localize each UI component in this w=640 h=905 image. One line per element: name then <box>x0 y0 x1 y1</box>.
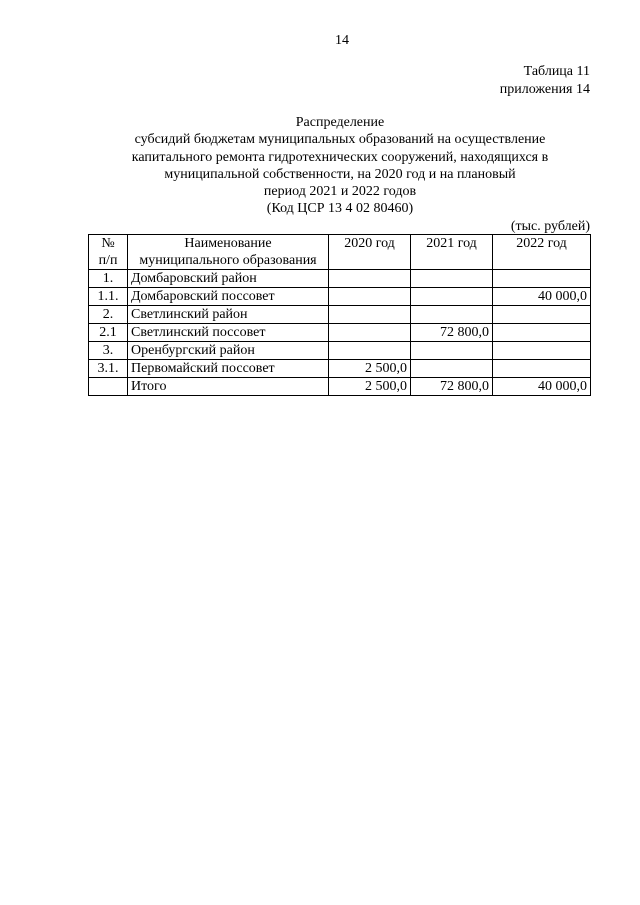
table-row <box>89 324 591 342</box>
row-number: 3. <box>89 342 128 360</box>
amount-2021 <box>411 288 493 306</box>
table-row <box>89 306 591 324</box>
document-title <box>90 114 590 218</box>
header-name-line: муниципального образования <box>139 253 317 268</box>
title-line: субсидий бюджетам муниципальных образований на осуществление <box>134 132 546 148</box>
header-row <box>89 235 591 270</box>
municipality-name: Светлинский поссовет <box>128 324 329 342</box>
amount-2021 <box>411 342 493 360</box>
table-row <box>89 288 591 306</box>
table-reference <box>500 63 590 99</box>
amount-2022 <box>493 306 591 324</box>
total-2022: 40 000,0 <box>493 378 591 396</box>
amount-2020 <box>329 306 411 324</box>
header-number <box>89 235 128 270</box>
header-number-line: № <box>101 236 115 251</box>
amount-2020 <box>329 324 411 342</box>
title-line: муниципальной собственности, на 2020 год и на плановый <box>164 166 516 182</box>
units-label: (тыс. рублей) <box>510 219 590 234</box>
header-2020: 2020 год <box>329 235 411 270</box>
title-heading: Распределение <box>295 115 385 130</box>
amount-2020: 2 500,0 <box>329 360 411 378</box>
row-number: 1.1. <box>89 288 128 306</box>
amount-2022 <box>493 324 591 342</box>
table-row <box>89 270 591 288</box>
municipality-name: Оренбургский район <box>128 342 329 360</box>
row-number: 2. <box>89 306 128 324</box>
total-2021: 72 800,0 <box>411 378 493 396</box>
total-row <box>89 378 591 396</box>
page-number: 14 <box>335 33 349 48</box>
table-reference-appendix: приложения 14 <box>499 82 590 97</box>
municipality-name: Первомайский поссовет <box>128 360 329 378</box>
amount-2020 <box>329 270 411 288</box>
municipality-name: Домбаровский поссовет <box>128 288 329 306</box>
row-number: 2.1 <box>89 324 128 342</box>
amount-2022 <box>493 342 591 360</box>
header-number-line: п/п <box>98 253 118 268</box>
table-reference-table: Таблица 11 <box>523 64 590 79</box>
table-row <box>89 342 591 360</box>
row-number: 3.1. <box>89 360 128 378</box>
header-name-line: Наименование <box>184 236 272 251</box>
total-number <box>89 378 128 396</box>
total-label: Итого <box>128 378 329 396</box>
amount-2022: 40 000,0 <box>493 288 591 306</box>
header-name <box>128 235 329 270</box>
header-2022: 2022 год <box>493 235 591 270</box>
amount-2020 <box>329 342 411 360</box>
municipality-name: Домбаровский район <box>128 270 329 288</box>
amount-2022 <box>493 270 591 288</box>
amount-2021 <box>411 360 493 378</box>
amount-2021 <box>411 270 493 288</box>
title-line: капитального ремонта гидротехнических сооружений, находящихся в <box>131 149 549 165</box>
amount-2021 <box>411 306 493 324</box>
subsidy-table <box>88 234 591 396</box>
total-2020: 2 500,0 <box>329 378 411 396</box>
row-number: 1. <box>89 270 128 288</box>
title-line: период 2021 и 2022 годов <box>263 184 417 200</box>
table-row <box>89 360 591 378</box>
amount-2022 <box>493 360 591 378</box>
amount-2020 <box>329 288 411 306</box>
amount-2021: 72 800,0 <box>411 324 493 342</box>
header-2021: 2021 год <box>411 235 493 270</box>
title-code: (Код ЦСР 13 4 02 80460) <box>266 201 414 217</box>
municipality-name: Светлинский район <box>128 306 329 324</box>
